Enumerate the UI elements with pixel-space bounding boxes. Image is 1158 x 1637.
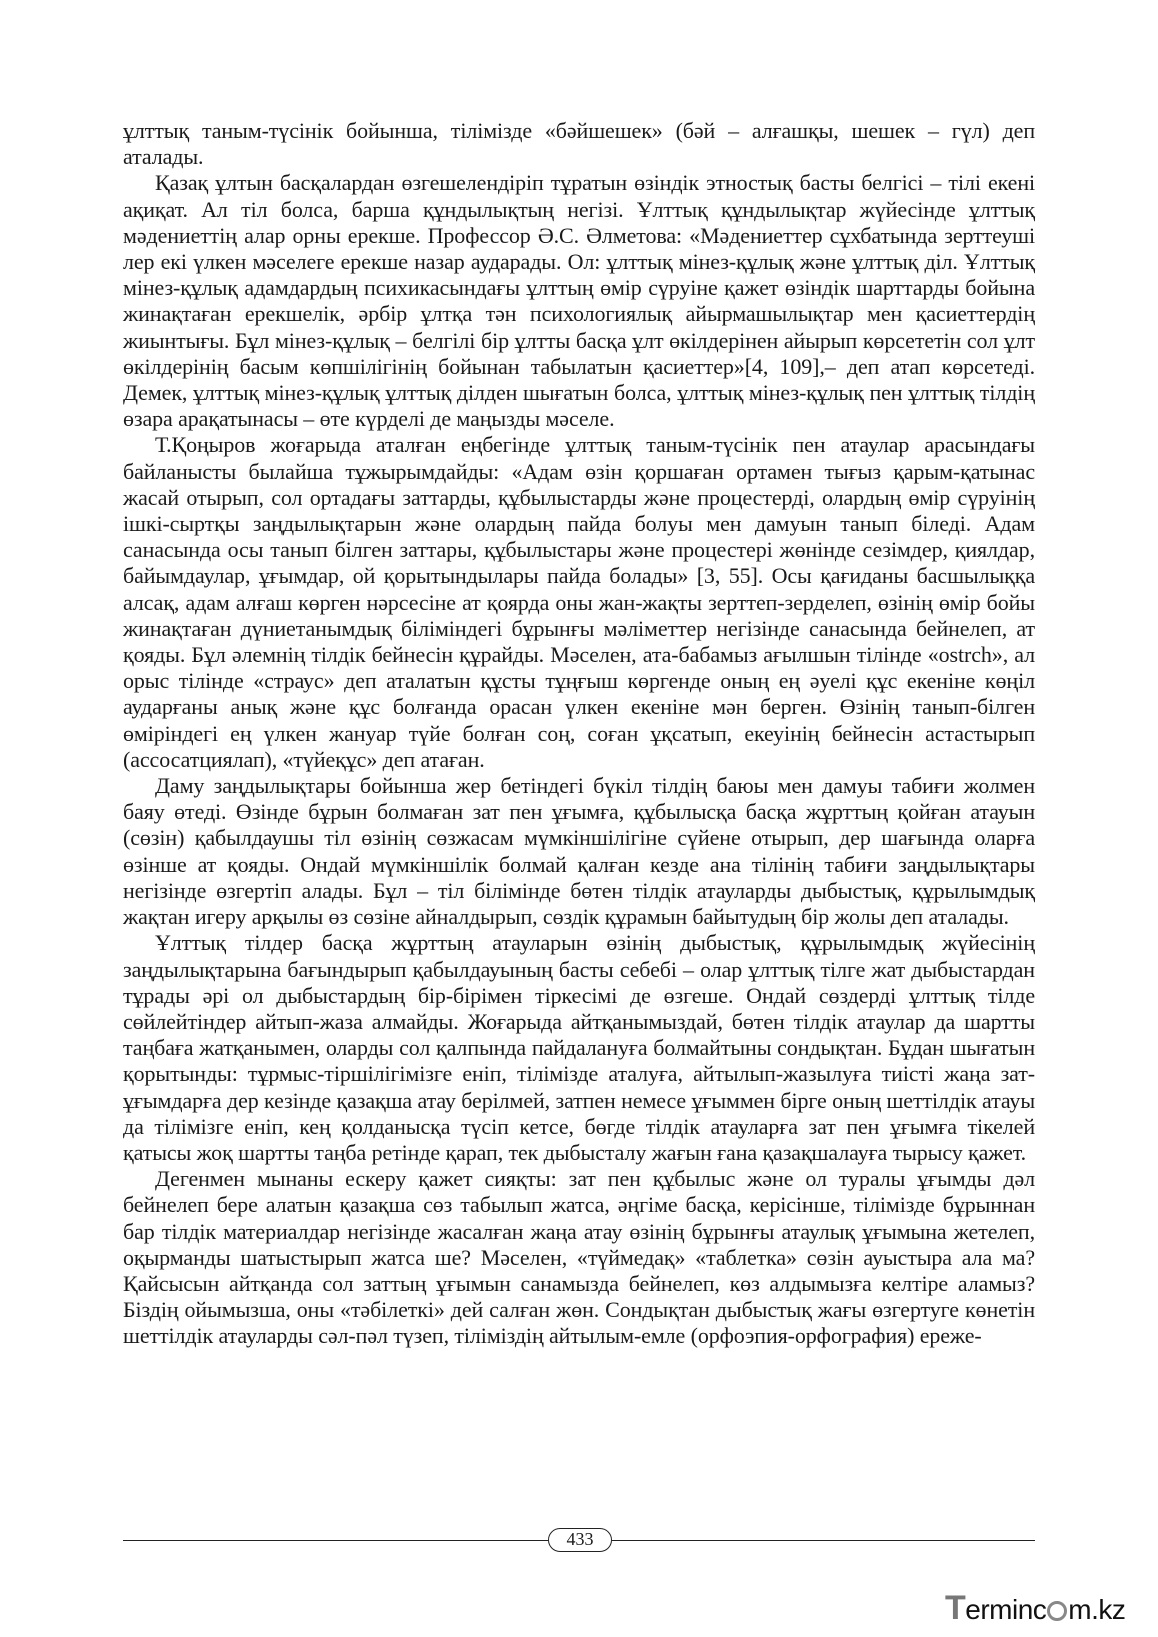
paragraph: Ұлттық тілдер басқа жұрттың атауларын өзінің дыбыстық, құрылымдық жүйесінің заңдылықтарына бағындырып қабылдауының басты себебі – олар ұлттық тілге жат дыбыстардан тұрады әрі ол дыбыстардың бір-бірімен тіркесімі де өзгеше. Ондай сөздерді ұлттық тілде сөйлейтіндер айтып-жаза алмайды. Жоғарыда айтқанымыздай, бөтен тілдік атаулар да шартты таңбаға жатқанымен, оларды сол қалпында пайдалануға болмайтыны сондықтан. Бұдан шығатын қорытынды: тұрмыс-тіршілігімізге еніп, тілімізде аталуға, айтылып-жазылуға тиісті жаңа зат-ұғымдарға дер кезінде қазақша атау берілмей, затпен немесе ұғыммен бірге оның шеттілдік атауы да тілімізге еніп, кең қолданысқа түсіп кетсе, бөгде тілдік атауларға зат пен ұғымға тікелей қатысы жоқ шартты таңба ретінде қарап, тек дыбысталу жағын ғана қазақшалауға тырысу қажет. bbox=[123, 930, 1035, 1165]
paragraph: ұлттық таным-түсінік бойынша, тілімізде «бәйшешек» (бәй – алғашқы, шешек – гүл) деп аталады. bbox=[123, 118, 1035, 170]
footer-rule-right bbox=[612, 1540, 1035, 1541]
watermark-logo bbox=[945, 1588, 1145, 1628]
paragraph: Дегенмен мынаны ескеру қажет сияқты: зат пен құбылыс және ол туралы ұғымды дәл бейнелеп бере алатын қазақша сөз табылып жатса, әңгіме басқа, керісінше, тілімізде бұрыннан бар тілдік материалдар негізінде жасалған жаңа атау өзінің бұрынғы атаулық ұғымына жетелеп, оқырманды шатыстырып жатса ше? Мәселен, «түймедақ» «таблетка» сөзін ауыстыра ала ма? Қайсысын айтқанда сол заттың ұғымын санамызда бейнелеп, көз алдымызға келтіре аламыз? Біздің ойымызша, оны «тәбілеткі» дей салған жөн. Сондықтан дыбыстық жағы өзгертуге көнетін шеттілдік атауларды сәл-пәл түзеп, тіліміздің айтылым-емле (орфоэпия-орфография) ереже- bbox=[123, 1166, 1035, 1349]
paragraph: Даму заңдылықтары бойынша жер бетіндегі бүкіл тілдің баюы мен дамуы табиғи жолмен баяу өтеді. Өзінде бұрын болмаған зат пен ұғымға, құбылысқа басқа жұрттың қойған атауын (сөзін) қабылдаушы тіл өзінің сөзжасам мүмкіншілігіне сүйене отырып, дер шағында оларға өзінше ат қояды. Ондай мүмкіншілік болмай қалған кезде ана тілінің табиғи заңдылықтары негізінде өзгертіп алады. Бұл – тіл білімінде бөтен тілдік атауларды дыбыстық, құрылымдық жақтан игеру арқылы өз сөзіне айналдырып, сөздік құрамын байытудың бір жолы деп аталады. bbox=[123, 773, 1035, 930]
document-body bbox=[123, 118, 1035, 1350]
paragraph: Қазақ ұлтын басқалардан өзгешелендіріп тұратын өзіндік этностық басты белгісі – тілі екені ақиқат. Ал тіл болса, барша құндылықтың негізі. Ұлттық құндылықтар жүйесінде ұлттық мәдениеттің алар орны ерекше. Профессор Ә.С. Әлметова: «Мәдениеттер сұхбатында зерттеуші лер екі үлкен мәселеге ерекше назар аударады. Ол: ұлттық мінез-құлық және ұлттық діл. Ұлттық мінез-құлық адамдардың психикасындағы ұлттың өмір сүруіне қажет өзіндік шарттарды бойына жинақтаған ерекшелік, әрбір ұлтқа тән психологиялық айырмашылықтар мен қасиеттердің жиынтығы. Бұл мінез-құлық – белгілі бір ұлтты басқа ұлт өкілдерінен айырып көрсететін сол ұлт өкілдерінің басым көпшілігінің бойынан табылатын қасиеттер»[4, 109],– деп атап көрсетеді. Демек, ұлттық мінез-құлық ұлттық ділден шығатын болса, ұлттық мінез-құлық пен ұлттық тілдің өзара арақатынасы – өте күрделі де маңызды мәселе. bbox=[123, 170, 1035, 432]
page-number: 433 bbox=[548, 1528, 612, 1552]
watermark-letter-t: T bbox=[945, 1589, 966, 1627]
paragraph: Т.Қоңыров жоғарыда аталған еңбегінде ұлттық таным-түсінік пен атаулар арасындағы байланысты былайша тұжырымдайды: «Адам өзін қоршаған ортамен тығыз қарым-қатынас жасай отырып, сол ортадағы заттарды, құбылыстарды және процестерді, олардың өмір сүруінің ішкі-сыртқы заңдылықтарын және олардың пайда болуы мен дамуын танып біледі. Адам санасында осы танып білген заттары, құбылыстары және процестері жөнінде сезімдер, қиялдар, байымдаулар, ұғымдар, ой қорытындылары пайда болады» [3, 55]. Осы қағиданы басшылыққа алсақ, адам алғаш көрген нәрсесіне ат қоярда оны жан-жақты зерттеп-зерделеп, өзінің өмір бойы жинақтаған дүниетанымдық біліміндегі бұрынғы мәліметтер негізінде санасында бейнелеп, ат қояды. Бұл әлемнің тілдік бейнесін құрайды. Мәселен, ата-бабамыз ағылшын тілінде «ostrch», ал орыс тілінде «страус» деп аталатын құсты тұңғыш көргенде оның ең әуелі құс екеніне көңіл аударғаны анық және құс болғанда орасан үлкен екеніне мән берген. Өзінің танып-білген өміріндегі ең үлкен жануар түйе болған соң, соған ұқсатып, екеуінің бейнесін астастырып (ассосатциялап), «түйеқұс» деп атаған. bbox=[123, 432, 1035, 772]
watermark-circle-icon bbox=[1047, 1601, 1067, 1621]
watermark-domain: m.kz bbox=[1068, 1594, 1126, 1625]
watermark-text: erminc bbox=[965, 1594, 1047, 1625]
footer-rule-left bbox=[123, 1540, 548, 1541]
